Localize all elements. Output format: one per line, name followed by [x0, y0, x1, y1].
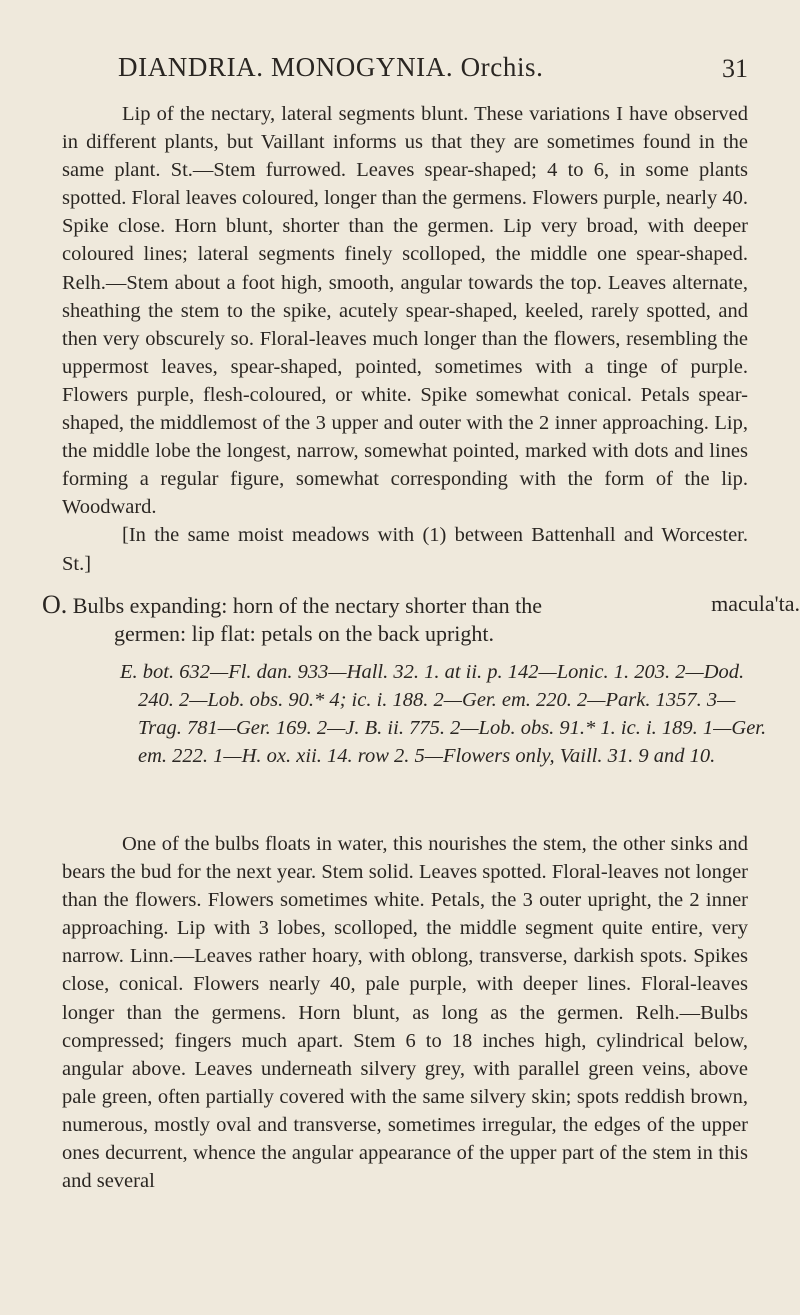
page-header — [0, 52, 800, 92]
species-diagnosis-line-1: Bulbs expanding: horn of the nectary shorter than the — [72, 593, 542, 618]
synonymy-references: E. bot. 632—Fl. dan. 933—Hall. 32. 1. at ii. p. 142—Lonic. 1. 203. 2—Dod. 240. 2—Lob. obs. 90.* 4; ic. i. 188. 2—Ger. em. 220. 2—Park. 1357. 3—Trag. 781—Ger. 169. 2—J. B. ii. 775. 2—Lob. obs. 91.* 1. ic. i. 189. 1—Ger. em. 222. 1—H. ox. xii. 14. row 2. 5—Flowers only, Vaill. 31. 9 and 10. — [120, 661, 767, 767]
running-head: DIANDRIA. MONOGYNIA. Orchis. — [118, 52, 544, 82]
description-paragraph-2 — [62, 830, 748, 1195]
species-diagnosis-line-2: germen: lip flat: petals on the back upright. — [114, 621, 495, 646]
locality-note: [In the same moist meadows with (1) between Battenhall and Worcester. St.] — [62, 524, 748, 575]
description-paragraph-1 — [62, 100, 748, 578]
species-letter: O. — [42, 590, 68, 619]
page-number: 31 — [722, 54, 748, 83]
species-heading — [42, 591, 800, 648]
paragraph-text: Lip of the nectary, lateral segments blunt. These variations I have observed in different plants, but Vaillant informs us that they are sometimes found in the same plant. St.—Stem furrowed. Leaves spear-shaped; 4 to 6, in some plants spotted. Floral leaves coloured, longer than the germens. Flowers purple, nearly 40. Spike close. Horn blunt, shorter than the germen. Lip very broad, with deeper coloured lines; lateral segments finely scolloped, the middle one spear-shaped. Relh.—Stem about a foot high, smooth, angular towards the top. Leaves alternate, sheathing the stem to the spike, acutely spear-shaped, keeled, rarely spotted, and then very obscurely so. Floral-leaves much longer than the flowers, resembling the uppermost leaves, spear-shaped, pointed, sometimes with a tinge of purple. Flowers purple, flesh-coloured, or white. Spike somewhat conical. Petals spear-shaped, the middlemost of the 3 upper and outer with the 2 inner approaching. Lip, the middle lobe the longest, narrow, somewhat pointed, marked with dots and lines forming a regular figure, somewhat corresponding with the form of the lip. Woodward. — [62, 103, 748, 519]
species-margin-name: macula'ta. — [711, 591, 800, 616]
paragraph-text: One of the bulbs floats in water, this nourishes the stem, the other sinks and bears the bud for the next year. Stem solid. Leaves spotted. Floral-leaves not longer than the flowers. Flowers sometimes white. Petals, the 3 outer upright, the 2 inner approaching. Lip with 3 lobes, scolloped, the middle segment quite entire, very narrow. Linn.—Leaves rather hoary, with oblong, transverse, darkish spots. Spikes close, conical. Flowers nearly 40, pale purple, with deeper lines. Floral-leaves longer than the germens. Horn blunt, as long as the germen. Relh.—Bulbs compressed; fingers much apart. Stem 6 to 18 inches high, cylindrical below, angular above. Leaves underneath silvery grey, with parallel green veins, above pale green, often partially covered with the same silvery skin; spots reddish brown, numerous, mostly oval and transverse, sometimes irregular, the edges of the upper ones decurrent, whence the angular appearance of the upper part of the stem in this and several — [62, 833, 748, 1193]
